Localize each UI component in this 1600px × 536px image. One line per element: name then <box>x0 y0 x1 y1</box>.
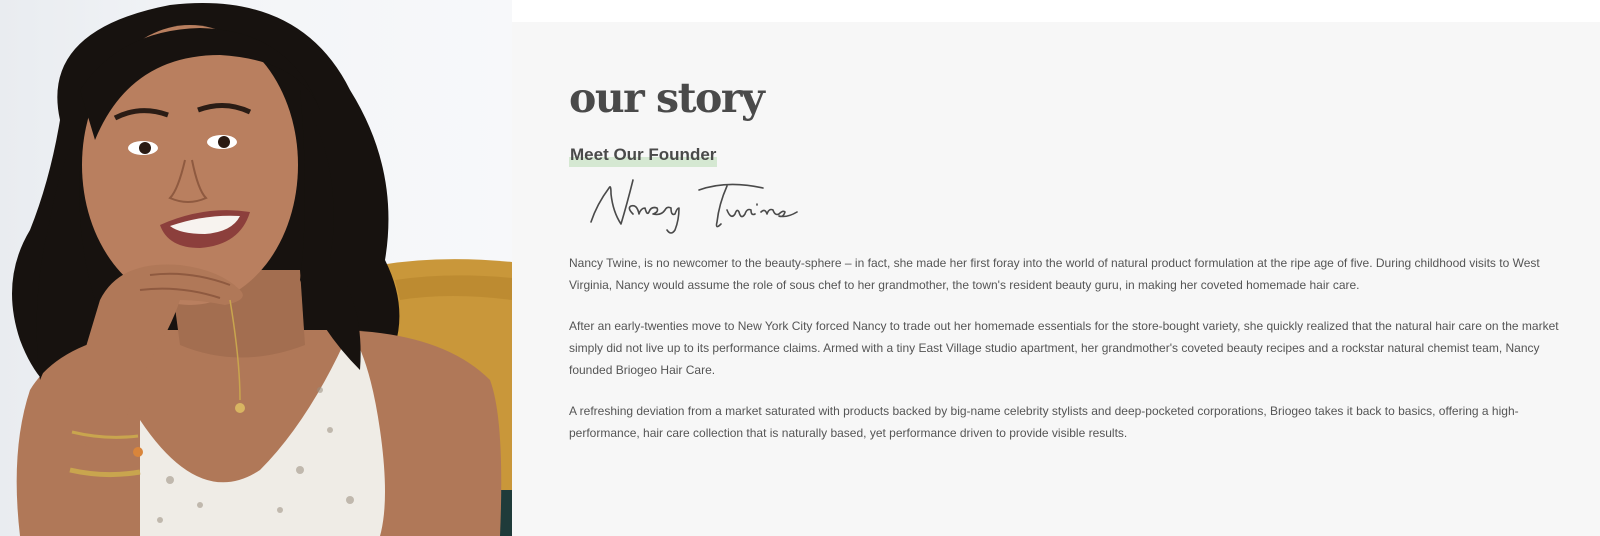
founder-photo <box>0 0 512 536</box>
page-title: our story <box>569 74 764 122</box>
story-paragraph: Nancy Twine, is no newcomer to the beauty-sphere – in fact, she made her first foray into the world of natural product formulation at the ripe age of five. During childhood visits to West Virginia, Nancy would assume the role of sous chef to her grandmother, the town's resident beauty guru, in making her coveted homemade hair care. <box>569 256 1540 292</box>
story-paragraphs <box>569 252 1579 463</box>
founder-signature <box>587 174 837 236</box>
story-paragraph: A refreshing deviation from a market saturated with products backed by big-name celebrity stylists and deep-pocketed corporations, Briogeo takes it back to basics, offering a high-performance, hair care collection that is naturally based, yet performance driven to provide visible results. <box>569 404 1519 440</box>
founder-heading: Meet Our Founder <box>569 145 717 167</box>
story-panel <box>512 22 1600 536</box>
story-paragraph: After an early-twenties move to New York City forced Nancy to trade out her homemade essentials for the store-bought variety, she quickly realized that the natural hair care on the market simply did not live up to its performance claims. Armed with a tiny East Village studio apartment, her grandmother's coveted beauty recipes and a rockstar natural chemist team, Nancy founded Briogeo Hair Care. <box>569 319 1559 377</box>
